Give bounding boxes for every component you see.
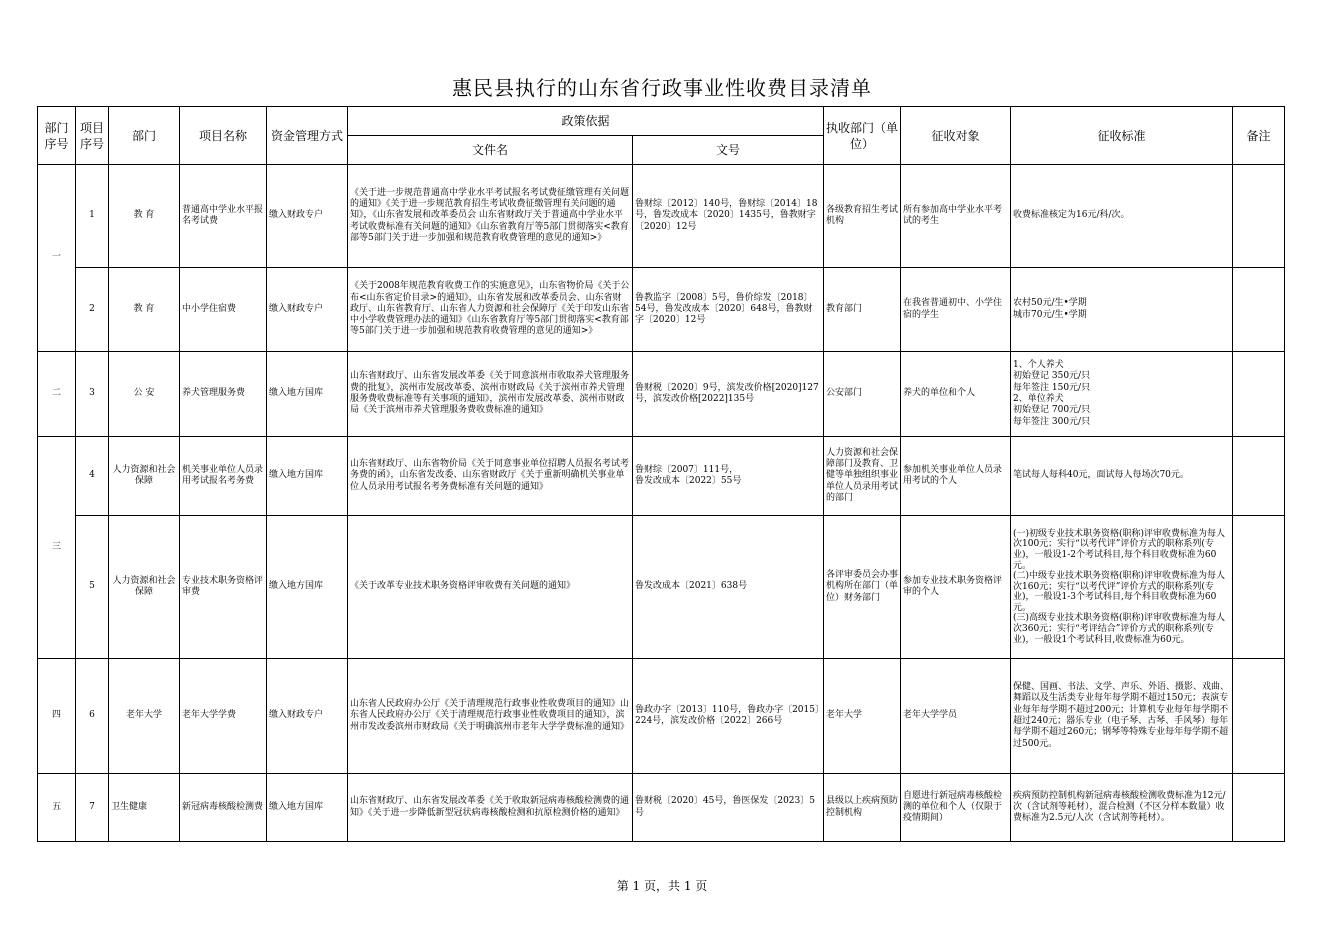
dept: 人力资源和社会保障 — [109, 437, 180, 516]
target: 所有参加高中学业水平考试的考生 — [901, 165, 1011, 268]
item-name: 普通高中学业水平报名考试费 — [180, 165, 267, 268]
target: 在我省普通初中、小学住宿的学生 — [901, 268, 1011, 352]
dept: 公 安 — [109, 352, 180, 437]
target: 参加机关事业单位人员录用考试的个人 — [901, 437, 1011, 516]
remark — [1233, 774, 1285, 842]
table-row — [38, 352, 1285, 437]
standard: (一)初级专业技术职务资格(职称)评审收费标准为每人次100元；实行“以考代评”评价方式的职称系列(专业)，一般设1-2个考试科目,每个科目收费标准为60元。 (二)中级专业技术职务资格(职称)评审收费标准为每人次160元；实行“以考代评”评价方式的职称系列(专业)，一般设1-3个考试科目,每个科目收费标准为60元。 (三)高级专业技术职务资格(职称)评审收费标准为每人次360元；实行“考评结合”评价方式的职称系列(专业)，一般设1个考试科目,收费标准为60元。 — [1011, 516, 1233, 659]
fund-method: 缴入财政专户 — [267, 659, 348, 774]
table-row — [38, 437, 1285, 516]
dept: 教 育 — [109, 268, 180, 352]
dept: 人力资源和社会保障 — [109, 516, 180, 659]
header-agency: 执收部门（单位） — [824, 107, 901, 165]
agency: 县级以上疾病预防控制机构 — [824, 774, 901, 842]
doc-no: 鲁教监字〔2008〕5号，鲁价综发〔2018〕54号，鲁发改成本〔2020〕648号，鲁教财字〔2020〕12号 — [633, 268, 824, 352]
header-dept-no: 部门序号 — [38, 107, 76, 165]
agency: 各评审委员会办事机构所在部门（单位）财务部门 — [824, 516, 901, 659]
item-no: 5 — [76, 516, 109, 659]
doc-name: 《关于2008年规范教育收费工作的实施意见》，山东省物价局《关于公布<山东省定价目录>的通知》，山东省发展和改革委员会、山东省财政厅、山东省教育厅、山东省人力资源和社会保障厅《关于印发山东省中小学收费管理办法的通知》《山东省教育厅等5部门贯彻落实<教育部等5部门关于进一步加强和规范教育收费管理的意见的通知>》 — [348, 268, 633, 352]
doc-name: 《关于进一步规范普通高中学业水平考试报名考试费征缴管理有关问题的通知》《关于进一步规范教育招生考试收费征缴管理有关问题的通知》，《山东省发展和改革委员会 山东省财政厅关于普通高中学业水平考试收费标准有关问题的通知》《山东省教育厅等5部门贯彻落实<教育部等5部门关于进一步加强和规范教育收费管理的意见的通知>》 — [348, 165, 633, 268]
remark — [1233, 165, 1285, 268]
item-no: 4 — [76, 437, 109, 516]
standard: 保健、国画、书法、文学、声乐、外语、摄影、戏曲、舞蹈以及生活类专业每年每学期不超过150元；表演专业每年每学期不超过200元；计算机专业每年每学期不超过240元；器乐专业（电子琴、古琴、手风琴）每年每学期不超过260元；钢琴等特殊专业每年每学期不超过500元。 — [1011, 659, 1233, 774]
table-row — [38, 659, 1285, 774]
header-row-1 — [38, 107, 1285, 136]
group-no: 二 — [38, 352, 76, 437]
header-dept: 部门 — [109, 107, 180, 165]
doc-name: 山东省人民政府办公厅《关于清理规范行政事业性收费项目的通知》山东省人民政府办公厅《关于清理规范行政事业性收费项目的通知》，滨州市发改委滨州市财政局《关于明确滨州市老年大学学费标准的通知》 — [348, 659, 633, 774]
header-doc-no: 文号 — [633, 136, 824, 165]
header-remark: 备注 — [1233, 107, 1285, 165]
agency: 各级教育招生考试机构 — [824, 165, 901, 268]
target: 养犬的单位和个人 — [901, 352, 1011, 437]
standard: 笔试每人每科40元，面试每人每场次70元。 — [1011, 437, 1233, 516]
page-title: 惠民县执行的山东省行政事业性收费目录清单 — [452, 76, 872, 100]
target: 参加专业技术职务资格评审的个人 — [901, 516, 1011, 659]
target: 老年大学学员 — [901, 659, 1011, 774]
remark — [1233, 268, 1285, 352]
fee-catalog-table — [37, 106, 1285, 842]
page-footer: 第 1 页，共 1 页 — [616, 879, 708, 893]
fund-method: 缴入地方国库 — [267, 437, 348, 516]
item-name: 机关事业单位人员录用考试报名考务费 — [180, 437, 267, 516]
standard: 农村50元/生•学期 城市70元/生•学期 — [1011, 268, 1233, 352]
doc-no: 鲁财税〔2020〕45号，鲁医保发〔2023〕5号 — [633, 774, 824, 842]
target: 自愿进行新冠病毒核酸检测的单位和个人（仅限于疫情期间） — [901, 774, 1011, 842]
agency: 老年大学 — [824, 659, 901, 774]
item-name: 老年大学学费 — [180, 659, 267, 774]
header-item-no: 项目序号 — [76, 107, 109, 165]
header-fund: 资金管理方式 — [267, 107, 348, 165]
standard: 疾病预防控制机构新冠病毒核酸检测收费标准为12元/次（含试剂等耗材），混合检测（不区分样本数量）收费标准为2.5元/人次（含试剂等耗材）。 — [1011, 774, 1233, 842]
doc-name: 山东省财政厅、山东省物价局《关于同意事业单位招聘人员报名考试考务费的函》，山东省发改委、山东省财政厅《关于重新明确机关事业单位人员录用考试报名考务费标准有关问题的通知》 — [348, 437, 633, 516]
remark — [1233, 516, 1285, 659]
group-no: 一 — [38, 165, 76, 352]
fund-method: 缴入地方国库 — [267, 516, 348, 659]
doc-name: 山东省财政厅、山东省发展改革委《关于同意滨州市收取养犬管理服务费的批复》，滨州市发展改革委、滨州市财政局《关于滨州市养犬管理服务费收费标准等有关事项的通知》，滨州市发展改革委、滨州市财政局《关于滨州市养犬管理服务费收费标准的通知》 — [348, 352, 633, 437]
header-doc-name: 文件名 — [348, 136, 633, 165]
table-row — [38, 516, 1285, 659]
item-name: 养犬管理服务费 — [180, 352, 267, 437]
item-name: 专业技术职务资格评审费 — [180, 516, 267, 659]
group-no: 五 — [38, 774, 76, 842]
doc-name: 《关于改革专业技术职务资格评审收费有关问题的通知》 — [348, 516, 633, 659]
fund-method: 缴入财政专户 — [267, 268, 348, 352]
dept: 卫生健康 — [109, 774, 180, 842]
doc-no: 鲁财综〔2012〕140号，鲁财综〔2014〕18号，鲁发改成本〔2020〕1435号，鲁教财字〔2020〕12号 — [633, 165, 824, 268]
item-name: 新冠病毒核酸检测费 — [180, 774, 267, 842]
item-name: 中小学住宿费 — [180, 268, 267, 352]
table-row — [38, 268, 1285, 352]
fund-method: 缴入地方国库 — [267, 352, 348, 437]
header-item-name: 项目名称 — [180, 107, 267, 165]
doc-no: 鲁政办字〔2013〕110号，鲁政办字〔2015〕224号，滨发改价格〔2022〕266号 — [633, 659, 824, 774]
group-no: 三 — [38, 437, 76, 659]
remark — [1233, 659, 1285, 774]
standard: 收费标准核定为16元/科/次。 — [1011, 165, 1233, 268]
dept: 老年大学 — [109, 659, 180, 774]
doc-no: 鲁财综〔2007〕111号， 鲁发改成本〔2022〕55号 — [633, 437, 824, 516]
item-no: 7 — [76, 774, 109, 842]
agency: 人力资源和社会保障部门及教育、卫健等单独组织事业单位人员录用考试的部门 — [824, 437, 901, 516]
fund-method: 缴入财政专户 — [267, 165, 348, 268]
table-row — [38, 165, 1285, 268]
agency: 公安部门 — [824, 352, 901, 437]
header-policy: 政策依据 — [348, 107, 824, 136]
item-no: 2 — [76, 268, 109, 352]
dept: 教 育 — [109, 165, 180, 268]
remark — [1233, 352, 1285, 437]
standard: 1、个人养犬 初始登记 350元/只 每年签注 150元/只 2、单位养犬 初始登记 700元/只 每年签注 300元/只 — [1011, 352, 1233, 437]
table-row — [38, 774, 1285, 842]
remark — [1233, 437, 1285, 516]
doc-no: 鲁发改成本〔2021〕638号 — [633, 516, 824, 659]
item-no: 3 — [76, 352, 109, 437]
group-no: 四 — [38, 659, 76, 774]
agency: 教育部门 — [824, 268, 901, 352]
doc-name: 山东省财政厅、山东省发展改革委《关于收取新冠病毒核酸检测费的通知》《关于进一步降低新型冠状病毒核酸检测和抗原检测价格的通知》 — [348, 774, 633, 842]
header-target: 征收对象 — [901, 107, 1011, 165]
item-no: 1 — [76, 165, 109, 268]
header-standard: 征收标准 — [1011, 107, 1233, 165]
doc-no: 鲁财税〔2020〕9号，滨发改价格[2020]127号，滨发改价格[2022]135号 — [633, 352, 824, 437]
item-no: 6 — [76, 659, 109, 774]
fund-method: 缴入地方国库 — [267, 774, 348, 842]
